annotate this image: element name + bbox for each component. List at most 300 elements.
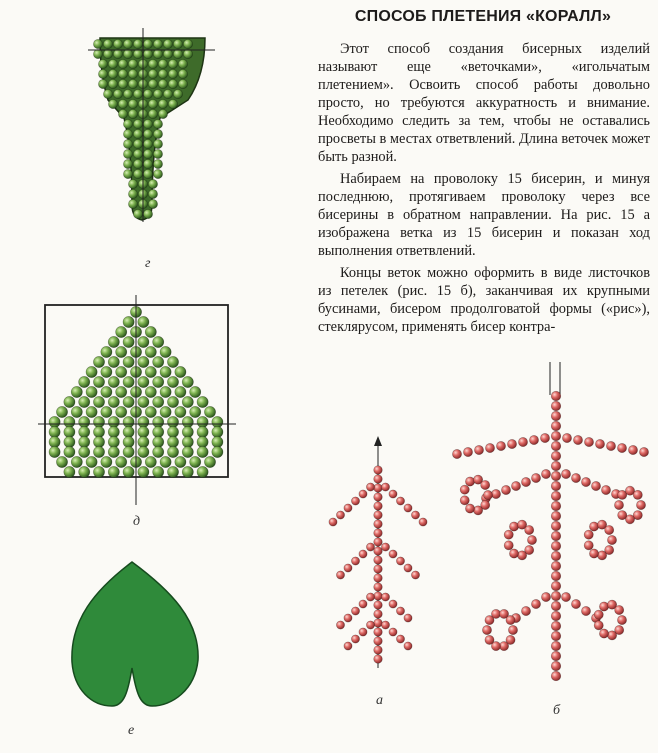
green-bead: [145, 406, 156, 417]
red-bead: [617, 615, 626, 624]
red-bead: [460, 485, 469, 494]
red-bead: [527, 535, 536, 544]
green-bead: [153, 49, 162, 58]
green-bead: [64, 466, 75, 477]
green-bead: [183, 49, 192, 58]
green-bead: [148, 79, 157, 88]
green-bead: [178, 79, 187, 88]
green-bead: [153, 139, 162, 148]
red-bead: [336, 571, 344, 579]
green-bead: [133, 129, 142, 138]
green-bead: [212, 446, 223, 457]
green-bead: [182, 446, 193, 457]
green-bead: [71, 456, 82, 467]
green-bead: [183, 39, 192, 48]
red-bead: [541, 469, 550, 478]
red-bead: [381, 621, 389, 629]
red-bead: [344, 614, 352, 622]
figure-b-loop-branch: [452, 362, 648, 681]
red-bead: [584, 530, 593, 539]
green-bead: [101, 346, 112, 357]
green-bead: [108, 69, 117, 78]
green-bead: [153, 466, 164, 477]
green-bead: [108, 436, 119, 447]
red-bead: [518, 437, 527, 446]
green-bead: [64, 436, 75, 447]
red-bead: [374, 547, 383, 556]
green-bead: [143, 119, 152, 128]
red-bead: [389, 490, 397, 498]
red-bead: [633, 490, 642, 499]
green-bead: [197, 416, 208, 427]
red-bead: [389, 550, 397, 558]
red-bead: [374, 637, 383, 646]
green-bead: [113, 89, 122, 98]
red-bead: [482, 625, 491, 634]
green-bead: [175, 386, 186, 397]
red-bead: [599, 629, 608, 638]
green-bead: [153, 426, 164, 437]
green-bead: [108, 376, 119, 387]
red-bead: [551, 511, 561, 521]
green-bead: [86, 406, 97, 417]
green-bead: [128, 199, 137, 208]
green-bead: [168, 69, 177, 78]
red-bead: [571, 599, 580, 608]
red-bead: [605, 525, 614, 534]
caption-d: д: [133, 514, 141, 529]
green-bead: [153, 446, 164, 457]
green-bead: [49, 426, 60, 437]
green-bead: [168, 59, 177, 68]
green-bead: [153, 169, 162, 178]
red-bead: [551, 611, 561, 621]
green-bead: [108, 99, 117, 108]
green-bead: [212, 426, 223, 437]
green-bead: [123, 336, 134, 347]
red-bead: [591, 481, 600, 490]
green-bead: [178, 59, 187, 68]
caption-g: г: [145, 256, 151, 271]
red-bead: [551, 551, 561, 561]
green-bead: [153, 89, 162, 98]
red-bead: [639, 447, 648, 456]
green-bead: [133, 159, 142, 168]
red-bead: [551, 501, 561, 511]
red-bead: [485, 443, 494, 452]
red-bead: [551, 671, 561, 681]
green-bead: [98, 59, 107, 68]
green-bead: [160, 456, 171, 467]
green-bead: [148, 189, 157, 198]
green-bead: [86, 366, 97, 377]
green-bead: [160, 406, 171, 417]
red-bead: [374, 511, 383, 520]
green-bead: [93, 416, 104, 427]
green-bead: [138, 336, 149, 347]
green-bead: [148, 179, 157, 188]
green-bead: [148, 69, 157, 78]
green-bead: [182, 376, 193, 387]
red-bead: [374, 583, 383, 592]
green-bead: [163, 39, 172, 48]
red-bead: [551, 601, 561, 611]
red-bead: [374, 538, 383, 547]
green-bead: [143, 49, 152, 58]
green-bead: [118, 59, 127, 68]
red-bead: [374, 484, 383, 493]
red-bead: [615, 605, 624, 614]
red-bead: [374, 475, 383, 484]
red-bead: [344, 642, 352, 650]
red-bead: [507, 439, 516, 448]
green-bead: [123, 376, 134, 387]
red-bead: [496, 441, 505, 450]
green-bead: [123, 446, 134, 457]
red-bead: [551, 421, 561, 431]
green-bead: [123, 466, 134, 477]
red-bead: [551, 581, 561, 591]
red-bead: [541, 592, 550, 601]
red-bead: [601, 485, 610, 494]
green-bead: [197, 466, 208, 477]
red-bead: [551, 631, 561, 641]
red-bead: [389, 628, 397, 636]
green-bead: [148, 109, 157, 118]
green-bead: [148, 59, 157, 68]
green-bead: [143, 89, 152, 98]
red-bead: [551, 521, 561, 531]
green-bead: [167, 446, 178, 457]
green-bead: [138, 356, 149, 367]
green-bead: [56, 456, 67, 467]
green-bead: [71, 386, 82, 397]
green-bead: [197, 426, 208, 437]
green-bead: [49, 446, 60, 457]
red-bead: [618, 511, 627, 520]
caption-b: б: [553, 703, 561, 718]
red-bead: [571, 473, 580, 482]
green-bead: [182, 426, 193, 437]
green-bead: [158, 69, 167, 78]
red-bead: [501, 485, 510, 494]
green-bead: [103, 89, 112, 98]
red-bead: [344, 564, 352, 572]
green-bead: [145, 386, 156, 397]
red-bead: [581, 606, 590, 615]
green-bead: [158, 79, 167, 88]
green-bead: [168, 99, 177, 108]
green-bead: [153, 396, 164, 407]
green-bead: [204, 406, 215, 417]
green-bead: [116, 366, 127, 377]
red-bead: [396, 635, 404, 643]
green-bead: [160, 386, 171, 397]
green-bead: [178, 69, 187, 78]
green-bead: [167, 436, 178, 447]
red-bead: [344, 504, 352, 512]
green-bead: [153, 149, 162, 158]
green-bead: [153, 39, 162, 48]
red-bead: [551, 401, 561, 411]
green-bead: [168, 79, 177, 88]
red-bead: [617, 443, 626, 452]
red-bead: [551, 441, 561, 451]
red-bead: [396, 557, 404, 565]
red-bead: [396, 607, 404, 615]
green-bead: [64, 426, 75, 437]
red-bead: [359, 628, 367, 636]
red-bead: [521, 606, 530, 615]
red-bead: [474, 445, 483, 454]
green-bead: [133, 49, 142, 58]
red-bead: [329, 518, 337, 526]
green-bead: [163, 89, 172, 98]
red-bead: [551, 471, 561, 481]
red-bead: [511, 481, 520, 490]
red-bead: [562, 433, 571, 442]
red-bead: [504, 530, 513, 539]
green-bead: [79, 446, 90, 457]
green-bead: [138, 316, 149, 327]
green-bead: [103, 39, 112, 48]
red-bead: [594, 610, 603, 619]
red-bead: [508, 625, 517, 634]
green-bead: [163, 49, 172, 58]
green-bead: [182, 416, 193, 427]
green-bead: [148, 99, 157, 108]
red-bead: [551, 641, 561, 651]
red-bead: [366, 483, 374, 491]
green-bead: [118, 69, 127, 78]
red-bead: [374, 520, 383, 529]
green-bead: [167, 376, 178, 387]
red-bead: [506, 615, 515, 624]
green-bead: [133, 209, 142, 218]
green-bead: [190, 456, 201, 467]
green-bead: [123, 169, 132, 178]
green-bead: [173, 49, 182, 58]
red-bead: [551, 651, 561, 661]
red-bead: [628, 445, 637, 454]
green-bead: [197, 396, 208, 407]
green-bead: [128, 179, 137, 188]
green-bead: [153, 159, 162, 168]
red-bead: [465, 504, 474, 513]
green-bead: [123, 416, 134, 427]
red-bead: [381, 543, 389, 551]
red-bead: [374, 466, 383, 475]
green-bead: [93, 396, 104, 407]
red-bead: [359, 550, 367, 558]
red-bead: [589, 522, 598, 531]
green-bead: [101, 386, 112, 397]
red-bead: [551, 661, 561, 671]
green-bead: [64, 446, 75, 457]
red-bead: [460, 496, 469, 505]
green-bead: [123, 356, 134, 367]
green-bead: [133, 119, 142, 128]
green-bead: [133, 39, 142, 48]
green-bead: [116, 406, 127, 417]
red-bead: [374, 529, 383, 538]
red-bead: [517, 551, 526, 560]
green-bead: [108, 336, 119, 347]
red-bead: [599, 602, 608, 611]
green-bead: [167, 356, 178, 367]
green-bead: [123, 119, 132, 128]
red-bead: [551, 561, 561, 571]
red-bead: [374, 610, 383, 619]
red-bead: [481, 480, 490, 489]
green-bead: [145, 456, 156, 467]
green-bead: [197, 446, 208, 457]
red-bead: [404, 642, 412, 650]
green-bead: [160, 346, 171, 357]
green-bead: [123, 159, 132, 168]
green-bead: [123, 129, 132, 138]
green-bead: [123, 436, 134, 447]
green-bead: [133, 149, 142, 158]
green-bead: [101, 366, 112, 377]
green-bead: [123, 316, 134, 327]
green-bead: [118, 99, 127, 108]
green-bead: [93, 436, 104, 447]
red-bead: [374, 493, 383, 502]
red-bead: [351, 635, 359, 643]
green-bead: [143, 149, 152, 158]
green-bead: [212, 416, 223, 427]
green-bead: [153, 436, 164, 447]
green-bead: [86, 386, 97, 397]
red-bead: [381, 593, 389, 601]
green-bead: [138, 426, 149, 437]
red-bead: [551, 621, 561, 631]
red-bead: [594, 621, 603, 630]
red-bead: [452, 449, 461, 458]
green-bead: [143, 159, 152, 168]
green-bead: [116, 346, 127, 357]
green-bead: [167, 466, 178, 477]
red-bead: [551, 591, 561, 601]
green-bead: [182, 396, 193, 407]
green-bead: [153, 336, 164, 347]
red-bead: [525, 525, 534, 534]
red-bead: [509, 549, 518, 558]
green-bead: [143, 129, 152, 138]
red-bead: [374, 601, 383, 610]
green-bead: [175, 456, 186, 467]
red-bead: [359, 600, 367, 608]
green-bead: [93, 446, 104, 457]
red-bead: [485, 635, 494, 644]
green-bead: [56, 406, 67, 417]
green-bead: [197, 436, 208, 447]
green-bead: [128, 189, 137, 198]
green-bead: [103, 49, 112, 58]
green-bead: [118, 109, 127, 118]
green-bead: [101, 456, 112, 467]
green-bead: [108, 356, 119, 367]
red-bead: [411, 511, 419, 519]
red-bead: [404, 504, 412, 512]
green-bead: [175, 366, 186, 377]
red-bead: [351, 607, 359, 615]
green-bead: [116, 326, 127, 337]
green-bead: [123, 149, 132, 158]
red-bead: [551, 461, 561, 471]
green-bead: [173, 39, 182, 48]
green-bead: [158, 59, 167, 68]
green-bead: [101, 406, 112, 417]
green-bead: [167, 416, 178, 427]
green-bead: [143, 169, 152, 178]
green-bead: [64, 416, 75, 427]
green-bead: [138, 436, 149, 447]
red-bead: [561, 469, 570, 478]
red-bead: [606, 441, 615, 450]
figure-g-bead-leaf: [93, 38, 205, 220]
red-bead: [529, 435, 538, 444]
green-bead: [160, 366, 171, 377]
green-bead: [167, 396, 178, 407]
green-bead: [113, 39, 122, 48]
green-bead: [79, 436, 90, 447]
green-bead: [153, 129, 162, 138]
red-bead: [504, 541, 513, 550]
red-bead: [473, 506, 482, 515]
green-bead: [133, 89, 142, 98]
red-bead: [607, 535, 616, 544]
paragraph-3: Концы веток можно оформить в виде листочков из петелек (рис. 15 б), заканчивая их крупными бусинами, бисером продолговатой формы («рис»), стеклярусом, применять бисер контра-: [318, 265, 650, 335]
green-bead: [190, 386, 201, 397]
green-bead: [123, 89, 132, 98]
red-bead: [584, 437, 593, 446]
green-bead: [143, 39, 152, 48]
red-bead: [336, 621, 344, 629]
green-bead: [128, 59, 137, 68]
red-bead: [595, 439, 604, 448]
green-bead: [133, 169, 142, 178]
green-bead: [108, 446, 119, 457]
green-bead: [71, 406, 82, 417]
red-bead: [404, 614, 412, 622]
green-bead: [118, 79, 127, 88]
green-bead: [128, 69, 137, 78]
green-bead: [204, 456, 215, 467]
green-bead: [79, 466, 90, 477]
red-bead: [404, 564, 412, 572]
green-bead: [64, 396, 75, 407]
red-bead: [465, 477, 474, 486]
figure-a-branch: [329, 436, 427, 668]
green-bead: [98, 69, 107, 78]
green-bead: [138, 396, 149, 407]
green-bead: [138, 466, 149, 477]
red-bead: [581, 477, 590, 486]
red-bead: [551, 531, 561, 541]
red-bead: [366, 621, 374, 629]
red-bead: [374, 619, 383, 628]
green-bead: [93, 49, 102, 58]
green-bead: [108, 416, 119, 427]
red-bead: [584, 541, 593, 550]
red-bead: [366, 593, 374, 601]
red-bead: [374, 574, 383, 583]
green-bead: [158, 99, 167, 108]
red-bead: [463, 447, 472, 456]
red-bead: [411, 571, 419, 579]
